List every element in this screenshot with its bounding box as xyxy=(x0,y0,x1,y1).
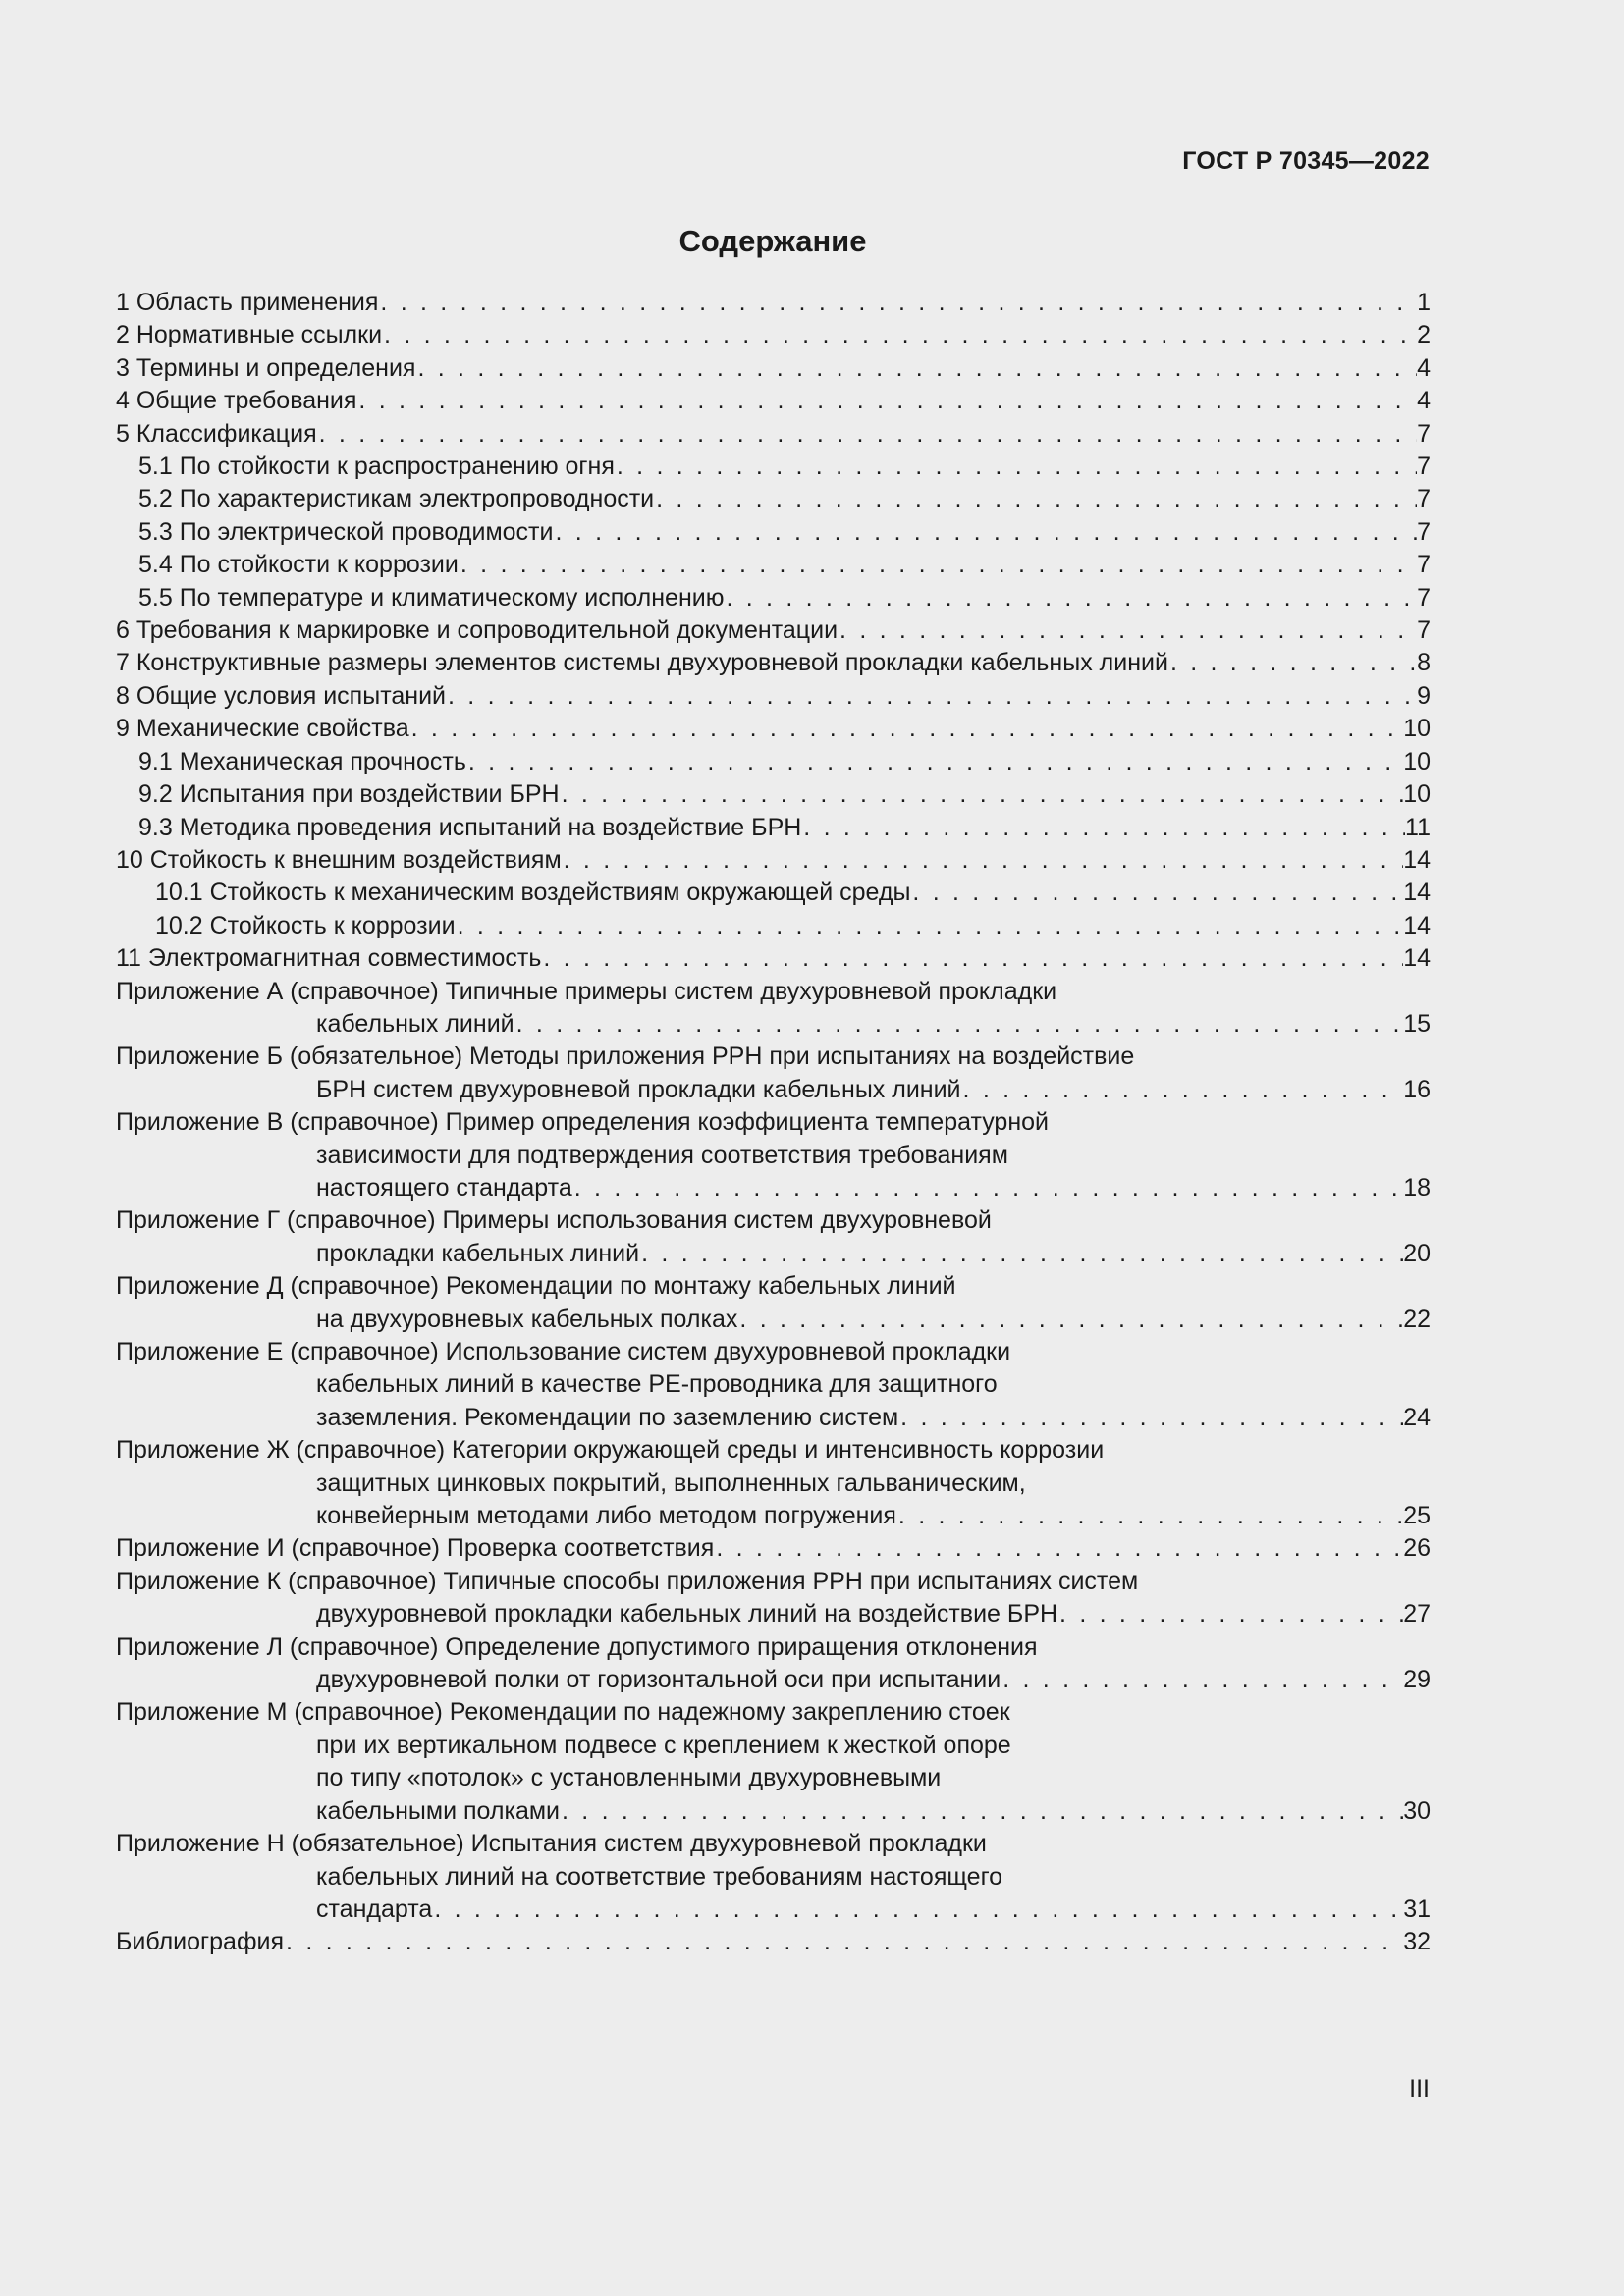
toc-page-number: 4 xyxy=(1417,387,1431,415)
toc-entry-text: двухуровневой прокладки кабельных линий на воздействие БРН xyxy=(316,1600,1058,1629)
toc-entry-text: Приложение И (справочное) Проверка соответствия xyxy=(116,1534,715,1563)
toc-entry-line xyxy=(116,1238,1431,1270)
toc-entry[interactable] xyxy=(116,451,1431,483)
toc-page-number: 4 xyxy=(1417,353,1431,382)
toc-entry-text: БРН систем двухуровневой прокладки кабельных линий xyxy=(316,1075,961,1103)
toc-entry-line xyxy=(116,1894,1431,1926)
toc-entry[interactable] xyxy=(116,910,1431,942)
toc-entry-line xyxy=(116,1368,1431,1401)
toc-entry-line xyxy=(138,483,1431,515)
toc-entry-line xyxy=(138,549,1431,581)
toc-entry[interactable] xyxy=(116,582,1431,614)
toc-entry-line xyxy=(116,1204,1431,1237)
dot-leader xyxy=(409,713,1404,745)
toc-entry-text: настоящего стандарта xyxy=(316,1173,572,1201)
toc-page-number: 16 xyxy=(1403,1075,1431,1103)
toc-entry-text: 6 Требования к маркировке и сопроводительной документации xyxy=(116,616,839,645)
toc-page-number: 2 xyxy=(1417,321,1431,349)
dot-leader xyxy=(514,1008,1404,1041)
toc-entry-text: 9.2 Испытания при воздействии БРН xyxy=(138,780,560,809)
toc-entry-text: 10.2 Стойкость к коррозии xyxy=(155,911,456,939)
dot-leader xyxy=(356,385,1417,417)
toc-page-number: 11 xyxy=(1405,813,1431,841)
toc-page-number: 14 xyxy=(1403,879,1431,907)
toc-entry-text: Приложение Л (справочное) Определение допустимого приращения отклонения xyxy=(116,1632,1038,1661)
toc-title: Содержание xyxy=(678,224,867,258)
toc-entry[interactable] xyxy=(116,680,1431,713)
dot-leader xyxy=(724,582,1417,614)
toc-entry[interactable] xyxy=(116,352,1431,385)
toc-entry-line xyxy=(116,1304,1431,1336)
toc-entry[interactable] xyxy=(116,812,1431,844)
toc-entry-line xyxy=(116,647,1431,679)
toc-entry-text: Библиография xyxy=(116,1928,285,1956)
dot-leader xyxy=(737,1304,1403,1336)
toc-page-number: 7 xyxy=(1417,517,1431,546)
toc-entry-text: 5.3 По электрической проводимости xyxy=(138,517,554,546)
toc-entry[interactable] xyxy=(116,713,1431,745)
toc-entry-text: 8 Общие условия испытаний xyxy=(116,681,446,710)
document-code: ГОСТ Р 70345—2022 xyxy=(1182,147,1430,175)
toc-entry[interactable] xyxy=(116,549,1431,581)
toc-entry-text: кабельных линий на соответствие требованиям настоящего xyxy=(316,1862,1003,1891)
dot-leader xyxy=(553,516,1417,549)
toc-entry[interactable] xyxy=(116,1828,1431,1926)
toc-entry-line xyxy=(138,451,1431,483)
toc-entry-line xyxy=(116,1828,1431,1860)
toc-entry-line xyxy=(116,319,1431,351)
toc-entry[interactable] xyxy=(116,1631,1431,1697)
toc-page-number: 7 xyxy=(1417,583,1431,612)
toc-entry-text: Приложение Г (справочное) Примеры использования систем двухуровневой xyxy=(116,1206,992,1235)
toc-entry[interactable] xyxy=(116,647,1431,679)
toc-entry-text: заземления. Рекомендации по заземлению систем xyxy=(316,1403,899,1431)
toc-entry-line xyxy=(116,1468,1431,1500)
toc-entry-text: 10.1 Стойкость к механическим воздействиям окружающей среды xyxy=(155,879,911,907)
toc-entry-line xyxy=(116,1795,1431,1828)
toc-entry[interactable] xyxy=(116,385,1431,417)
toc-entry-text: 10 Стойкость к внешним воздействиям xyxy=(116,845,562,874)
toc-entry-line xyxy=(138,746,1431,778)
toc-entry-text: защитных цинковых покрытий, выполненных гальваническим, xyxy=(316,1468,1026,1497)
toc-entry-text: 9 Механические свойства xyxy=(116,715,409,743)
toc-entry-text: 5.2 По характеристикам электропроводности xyxy=(138,485,655,513)
dot-leader xyxy=(615,451,1417,483)
toc-entry[interactable] xyxy=(116,778,1431,811)
dot-leader xyxy=(1001,1664,1403,1696)
toc-entry-line xyxy=(116,287,1431,319)
toc-entry[interactable] xyxy=(116,942,1431,975)
toc-entry-line xyxy=(116,1762,1431,1794)
toc-entry-line xyxy=(116,614,1431,647)
toc-page-number: 14 xyxy=(1403,911,1431,939)
toc-entry[interactable] xyxy=(116,1532,1431,1565)
toc-page-number: 10 xyxy=(1403,780,1431,809)
toc-entry-line xyxy=(116,1598,1431,1630)
toc-page-number: 14 xyxy=(1403,944,1431,973)
dot-leader xyxy=(639,1238,1403,1270)
toc-entry-line xyxy=(116,1532,1431,1565)
toc-page-number: 25 xyxy=(1403,1502,1431,1530)
toc-page-number: 7 xyxy=(1417,485,1431,513)
toc-page-number: 14 xyxy=(1403,845,1431,874)
toc-entry-text: 7 Конструктивные размеры элементов системы двухуровневой прокладки кабельных линий xyxy=(116,649,1168,677)
dot-leader xyxy=(714,1532,1403,1565)
toc-entry-text: прокладки кабельных линий xyxy=(316,1239,640,1267)
toc-page-number: 32 xyxy=(1403,1928,1431,1956)
toc-entry-line xyxy=(116,1631,1431,1664)
toc-entry-text: Приложение Б (обязательное) Методы приложения РРН при испытаниях на воздействие xyxy=(116,1042,1135,1071)
toc-entry-line xyxy=(138,582,1431,614)
toc-entry-text: Приложение Е (справочное) Использование систем двухуровневой прокладки xyxy=(116,1338,1011,1365)
dot-leader xyxy=(415,352,1417,385)
toc-entry-line xyxy=(155,877,1431,909)
toc-entry-text: 4 Общие требования xyxy=(116,387,357,415)
toc-entry-text: Приложение А (справочное) Типичные примеры систем двухуровневой прокладки xyxy=(116,977,1057,1005)
toc-entry-line xyxy=(116,1730,1431,1762)
dot-leader xyxy=(898,1402,1403,1434)
dot-leader xyxy=(1057,1598,1403,1630)
toc-entry-text: 5.5 По температуре и климатическому исполнению xyxy=(138,583,725,612)
toc-entry-line xyxy=(116,1861,1431,1894)
toc-entry-text: кабельных линий в качестве PE-проводника для защитного xyxy=(316,1370,998,1399)
dot-leader xyxy=(838,614,1417,647)
toc-entry-line xyxy=(116,352,1431,385)
toc-entry-line xyxy=(116,1500,1431,1532)
dot-leader xyxy=(459,549,1417,581)
toc-page-number: 24 xyxy=(1403,1403,1431,1431)
toc-entry-line xyxy=(116,680,1431,713)
toc-entry-line xyxy=(116,976,1431,1008)
toc-entry-line xyxy=(116,1926,1431,1958)
toc-page-number: 15 xyxy=(1403,1009,1431,1038)
toc-page-number: 18 xyxy=(1403,1173,1431,1201)
dot-leader xyxy=(446,680,1417,713)
toc-page-number: 1 xyxy=(1417,289,1431,316)
toc-entry-line xyxy=(116,1008,1431,1041)
toc-entry[interactable] xyxy=(116,877,1431,909)
dot-leader xyxy=(378,287,1417,319)
dot-leader xyxy=(572,1172,1403,1204)
toc-entry[interactable] xyxy=(116,1566,1431,1631)
toc-entry-line xyxy=(116,1566,1431,1598)
toc-entry-line xyxy=(116,844,1431,877)
toc-entry[interactable] xyxy=(116,287,1431,319)
toc-entry-text: по типу «потолок» с установленными двухуровневыми xyxy=(316,1764,942,1792)
dot-leader xyxy=(560,778,1404,811)
toc-entry-line xyxy=(116,385,1431,417)
toc-entry-text: зависимости для подтверждения соответствия требованиям xyxy=(316,1141,1008,1169)
toc-entry-text: стандарта xyxy=(316,1895,433,1923)
toc-entry[interactable] xyxy=(116,319,1431,351)
toc-entry-text: 3 Термины и определения xyxy=(116,353,416,382)
toc-page-number: 30 xyxy=(1403,1796,1431,1825)
toc-entry-line xyxy=(155,910,1431,942)
toc-entry-text: конвейерным методами либо методом погружения xyxy=(316,1502,896,1530)
toc-entry-text: Приложение К (справочное) Типичные способы приложения РРН при испытаниях систем xyxy=(116,1567,1139,1595)
toc-entry-line xyxy=(116,942,1431,975)
dot-leader xyxy=(541,942,1403,975)
toc-entry-line xyxy=(116,1664,1431,1696)
toc-entry-line xyxy=(116,1172,1431,1204)
toc-entry-line xyxy=(116,418,1431,451)
toc-entry[interactable] xyxy=(116,844,1431,877)
toc-entry-text: 2 Нормативные ссылки xyxy=(116,321,383,349)
dot-leader xyxy=(910,877,1403,909)
toc-entry-text: кабельными полками xyxy=(316,1796,561,1825)
toc-entry-text: 5 Классификация xyxy=(116,419,317,448)
toc-entry-line xyxy=(138,778,1431,811)
toc-entry-line xyxy=(116,1140,1431,1172)
toc-entry[interactable] xyxy=(116,1270,1431,1336)
toc-entry-text: Приложение Н (обязательное) Испытания систем двухуровневой прокладки xyxy=(116,1830,987,1858)
toc-entry-line xyxy=(116,1041,1431,1073)
toc-page-number: 7 xyxy=(1417,616,1431,645)
toc-entry-text: при их вертикальном подвесе с креплением к жесткой опоре xyxy=(316,1731,1011,1759)
toc-entry-line xyxy=(138,812,1431,844)
toc-page-number: 7 xyxy=(1417,551,1431,579)
toc-entry-line xyxy=(116,713,1431,745)
toc-page-number: 7 xyxy=(1417,419,1431,448)
toc-entry[interactable] xyxy=(116,1204,1431,1270)
dot-leader xyxy=(801,812,1405,844)
toc-entry-line xyxy=(116,1336,1431,1368)
page-number: III xyxy=(1409,2075,1430,2103)
toc-entry[interactable] xyxy=(116,1106,1431,1204)
dot-leader xyxy=(1168,647,1417,679)
dot-leader xyxy=(562,844,1404,877)
toc-page-number: 22 xyxy=(1403,1305,1431,1333)
toc-page-number: 29 xyxy=(1403,1666,1431,1694)
toc-entry-text: 5.1 По стойкости к распространению огня xyxy=(138,453,615,481)
dot-leader xyxy=(284,1926,1403,1958)
toc-entry[interactable] xyxy=(116,1336,1431,1434)
toc-entry-text: Приложение Ж (справочное) Категории окружающей среды и интенсивность коррозии xyxy=(116,1436,1105,1465)
toc-entry[interactable] xyxy=(116,614,1431,647)
toc-entry[interactable] xyxy=(116,1434,1431,1532)
toc-page-number: 26 xyxy=(1403,1534,1431,1563)
toc-entry-text: Приложение М (справочное) Рекомендации по надежному закреплению стоек xyxy=(116,1698,1010,1727)
toc-entry[interactable] xyxy=(116,746,1431,778)
toc-entry[interactable] xyxy=(116,1926,1431,1958)
toc-page-number: 27 xyxy=(1403,1600,1431,1629)
toc-entry-text: 9.3 Методика проведения испытаний на воздействие БРН xyxy=(138,813,802,841)
dot-leader xyxy=(560,1795,1403,1828)
toc-entry[interactable] xyxy=(116,976,1431,1041)
toc-page-number: 7 xyxy=(1417,453,1431,481)
toc-entry-line xyxy=(138,516,1431,549)
dot-leader xyxy=(382,319,1417,351)
dot-leader xyxy=(961,1074,1404,1106)
toc-entry[interactable] xyxy=(116,1696,1431,1828)
dot-leader xyxy=(896,1500,1403,1532)
dot-leader xyxy=(466,746,1403,778)
toc-entry-line xyxy=(116,1696,1431,1729)
toc-entry-text: Приложение В (справочное) Пример определения коэффициента температурной xyxy=(116,1108,1049,1137)
toc-page-number: 10 xyxy=(1403,715,1431,743)
toc-entry-line xyxy=(116,1106,1431,1139)
toc-entry-text: 9.1 Механическая прочность xyxy=(138,747,466,775)
toc-page-number: 9 xyxy=(1417,681,1431,710)
toc-entry[interactable] xyxy=(116,483,1431,515)
toc-entry-text: 5.4 По стойкости к коррозии xyxy=(138,551,459,579)
toc-page-number: 8 xyxy=(1417,649,1431,677)
toc-entry[interactable] xyxy=(116,1041,1431,1106)
dot-leader xyxy=(317,418,1417,451)
toc-entry-text: 11 Электромагнитная совместимость xyxy=(116,944,542,973)
dot-leader xyxy=(432,1894,1403,1926)
toc-entry-text: кабельных линий xyxy=(316,1009,514,1038)
toc-entry-line xyxy=(116,1270,1431,1303)
toc-page-number: 31 xyxy=(1403,1895,1431,1923)
dot-leader xyxy=(456,910,1404,942)
toc-page-number: 10 xyxy=(1403,747,1431,775)
table-of-contents xyxy=(116,287,1431,1959)
toc-entry-line xyxy=(116,1402,1431,1434)
toc-entry-line xyxy=(116,1434,1431,1467)
toc-page-number: 20 xyxy=(1403,1239,1431,1267)
toc-entry-text: на двухуровневых кабельных полках xyxy=(316,1305,738,1333)
toc-entry-text: Приложение Д (справочное) Рекомендации по монтажу кабельных линий xyxy=(116,1272,956,1301)
toc-entry-text: 1 Область применения xyxy=(116,289,379,316)
toc-entry[interactable] xyxy=(116,418,1431,451)
toc-entry-text: двухуровневой полки от горизонтальной оси при испытании xyxy=(316,1666,1001,1694)
dot-leader xyxy=(654,483,1417,515)
toc-entry-line xyxy=(116,1074,1431,1106)
toc-entry[interactable] xyxy=(116,516,1431,549)
